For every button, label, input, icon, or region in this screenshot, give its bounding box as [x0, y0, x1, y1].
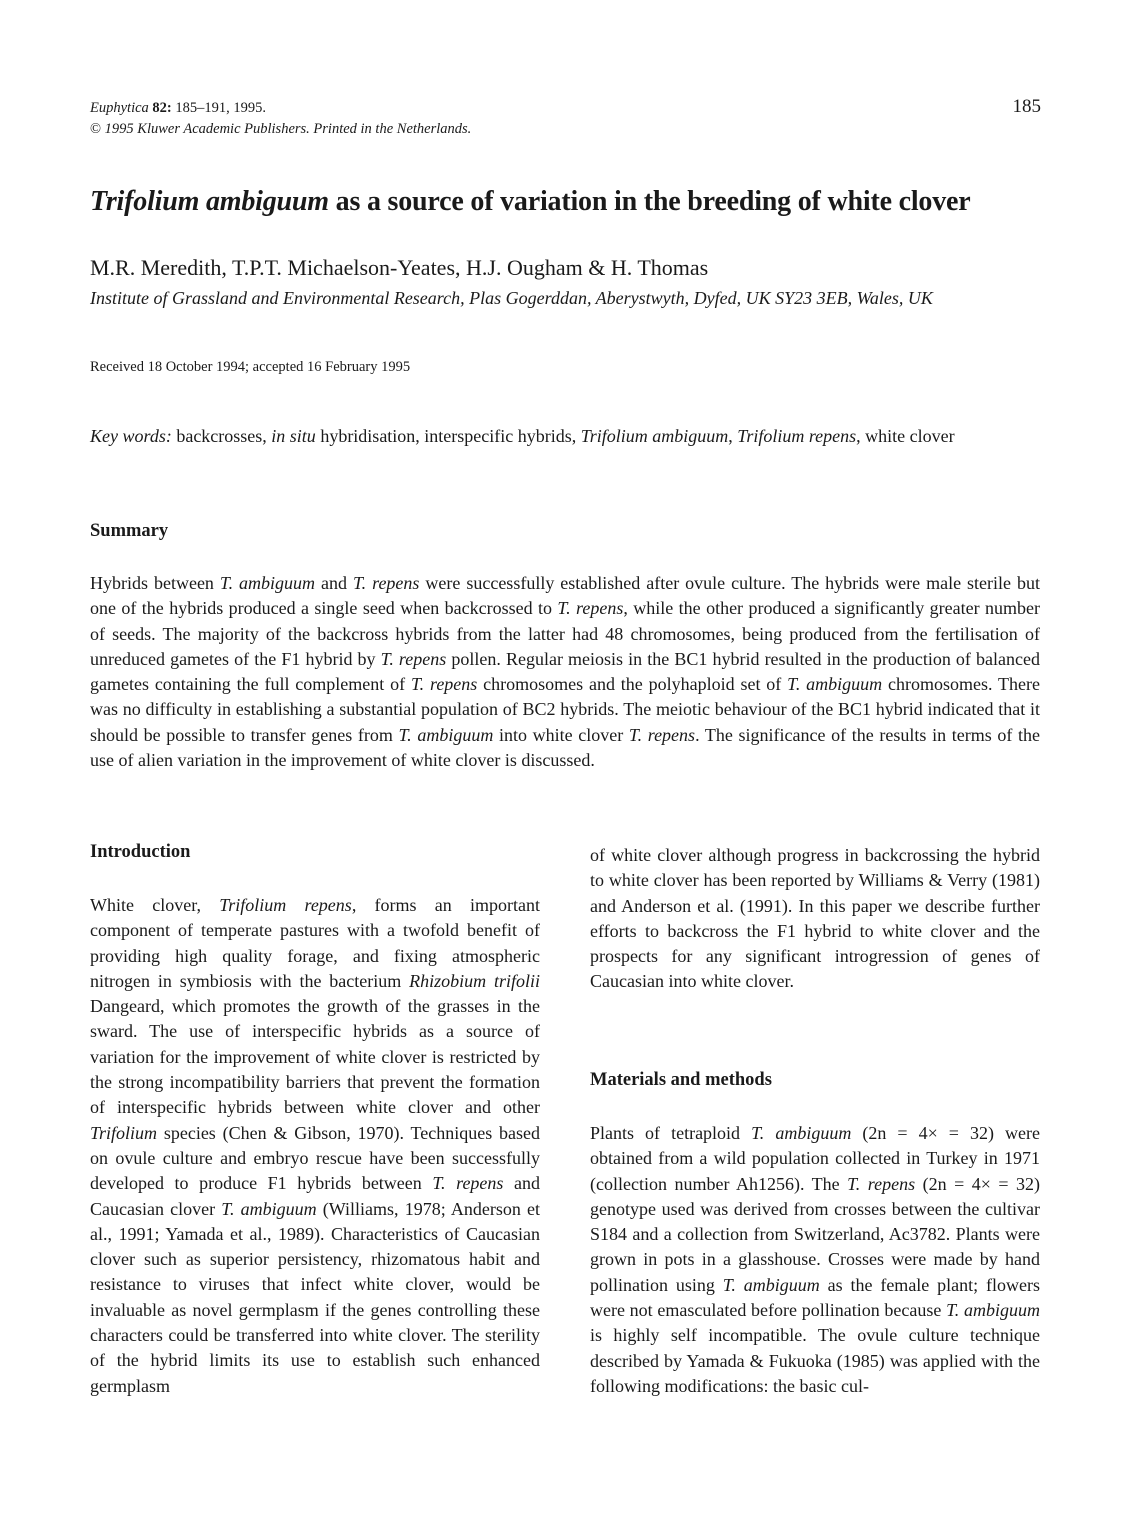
summary-text: , while the other produced a significantly greater number of seeds. The majority of the backcross hybrids from the latter had 48 chromosomes, being produced from the fertilisation of unreduced gametes of the F1 hybrid by: [90, 598, 1041, 669]
introduction-continued-paragraph: of white clover although progress in backcrossing the hybrid to white clover has been reported by Williams & Verry (1981) and Anderson et al. (1991). In this paper we describe further efforts to backcross the F1 hybrid to white clover and the prospects for any significant introgression of genes of Caucasian into white clover.: [590, 845, 1040, 992]
summary-text: were successfully established after ovule culture. The hybrids were male sterile but one of the hybrids produced a single seed when backcrossed to: [90, 573, 1040, 619]
keywords-text: hybridisation, interspecific hybrids,: [315, 426, 581, 446]
summary-text: pollen. Regular meiosis in the BC1 hybrid resulted in the production of balanced gametes containing the full complement of: [90, 648, 1040, 695]
summary-text: and: [315, 573, 353, 593]
methods-text: Plants of tetraploid: [590, 1123, 752, 1143]
title-species: Trifolium ambiguum: [90, 186, 329, 217]
received-dates: Received 18 October 1994; accepted 16 February 1995: [90, 359, 411, 375]
summary-text: Hybrids between: [90, 573, 220, 593]
journal-volume: 82:: [152, 100, 172, 116]
copyright-text: 1995 Kluwer Academic Publishers. Printed in the Netherlands.: [104, 121, 472, 137]
intro-text: White clover,: [90, 895, 220, 915]
species-name: Rhizobium trifolii: [409, 970, 540, 991]
keywords: [90, 424, 1040, 449]
affiliation: Institute of Grassland and Environmental Research, Plas Gogerddan, Aberystwyth, Dyfed, UK SY23 3EB, Wales, UK: [90, 288, 933, 308]
keywords-italic: in situ: [271, 426, 316, 446]
intro-text: (Williams, 1978; Anderson et al., 1991; Yamada et al., 1989). Characteristics of Caucasian clover such as superior persistency, rhizomatous habit and resistance to viruses that infect white clover, would be invaluable as novel germplasm if the genes controlling these characters could be transferred into white clover. The sterility of the hybrid limits its use to establish such enhanced germplasm: [90, 1198, 540, 1396]
keywords-text: , white clover: [856, 426, 955, 446]
species-name: T. repens: [432, 1173, 504, 1194]
species-name: T. ambiguum: [946, 1300, 1040, 1321]
introduction-heading: Introduction: [90, 842, 191, 862]
methods-text: as the female plant; flowers were not emasculated before pollination because: [590, 1274, 1040, 1321]
species-name: T. repens: [380, 648, 447, 669]
journal-name: Euphytica: [90, 100, 149, 116]
species-name: T. ambiguum: [221, 1198, 317, 1219]
species-name: T. repens: [628, 724, 696, 745]
species-name: T. repens: [352, 573, 420, 593]
species-name: Trifolium repens: [219, 895, 352, 915]
summary-text: . The significance of the results in terms of the use of alien variation in the improvement of white clover is discussed.: [90, 724, 1040, 771]
species-name: T. ambiguum: [398, 724, 494, 745]
summary-text: chromosomes. There was no difficulty in establishing a substantial population of BC2 hybrids. The meiotic behaviour of the BC1 hybrid indicated that it should be possible to transfer genes from: [90, 674, 1040, 745]
species-name: T. ambiguum: [219, 573, 316, 593]
introduction-paragraph: [90, 893, 540, 1399]
methods-paragraph: [590, 1121, 1040, 1399]
species-name: T. repens: [557, 598, 624, 619]
copyright-symbol: ©: [90, 121, 102, 137]
intro-text: and Caucasian clover: [90, 1173, 540, 1219]
methods-body: [590, 1121, 1040, 1399]
keywords-italic: Trifolium repens: [737, 426, 857, 446]
introduction-body: [90, 893, 540, 1399]
title-rest: as a source of variation in the breeding of white clover: [328, 186, 971, 217]
species-name: T. ambiguum: [751, 1123, 852, 1143]
summary-text: into white clover: [493, 724, 629, 745]
species-name: T. ambiguum: [787, 674, 883, 695]
article-title: [90, 186, 1050, 218]
page-number: 185: [1012, 96, 1041, 117]
methods-text: (2n = 4× = 32) were obtained from a wild population collected in Turkey in 1971 (collection number Ah1256). The: [590, 1123, 1040, 1194]
species-name: T. ambiguum: [722, 1274, 820, 1295]
species-name: T. repens: [847, 1173, 916, 1194]
keywords-text: ,: [728, 426, 738, 446]
keywords-text: backcrosses,: [171, 426, 272, 446]
methods-text: is highly self incompatible. The ovule culture technique described by Yamada & Fukuoka (1985) was applied with the following modifications: the basic cul-: [590, 1325, 1040, 1396]
species-name: T. repens: [410, 674, 478, 695]
intro-text: Dangeard, which promotes the growth of the grasses in the sward. The use of interspecific hybrids as a source of variation for the improvement of white clover is restricted by the strong incompatibility barriers that prevent the formation of interspecific hybrids between white clover and other: [90, 996, 540, 1118]
copyright-line: [90, 119, 471, 140]
citation-line: [90, 98, 471, 119]
journal-pages: 185–191, 1995.: [175, 100, 267, 116]
summary-text: chromosomes and the polyhaploid set of: [477, 674, 788, 695]
summary-heading: Summary: [90, 521, 169, 541]
summary-body: [90, 571, 1040, 773]
keywords-italic: Trifolium ambiguum: [580, 426, 729, 446]
keywords-label: Key words:: [90, 426, 172, 446]
introduction-continued: [590, 843, 1040, 995]
journal-citation: [90, 98, 471, 140]
methods-text: (2n = 4× = 32) genotype used was derived from crosses between the cultivar S184 and a collection from Switzerland, Ac3782. Plants were grown in pots in a glasshouse. Crosses were made by hand pollination using: [590, 1173, 1041, 1295]
intro-text: species (Chen & Gibson, 1970). Techniques based on ovule culture and embryo rescue have been successfully developed to produce F1 hybrids between: [90, 1122, 540, 1194]
methods-heading: Materials and methods: [590, 1070, 772, 1090]
species-name: Trifolium: [90, 1122, 158, 1143]
author-list: M.R. Meredith, T.P.T. Michaelson-Yeates, H.J. Ougham & H. Thomas: [90, 255, 709, 280]
intro-text: , forms an important component of temperate pastures with a twofold benefit of providing high quality forage, and fixing atmospheric nitrogen in symbiosis with the bacterium: [90, 895, 540, 991]
